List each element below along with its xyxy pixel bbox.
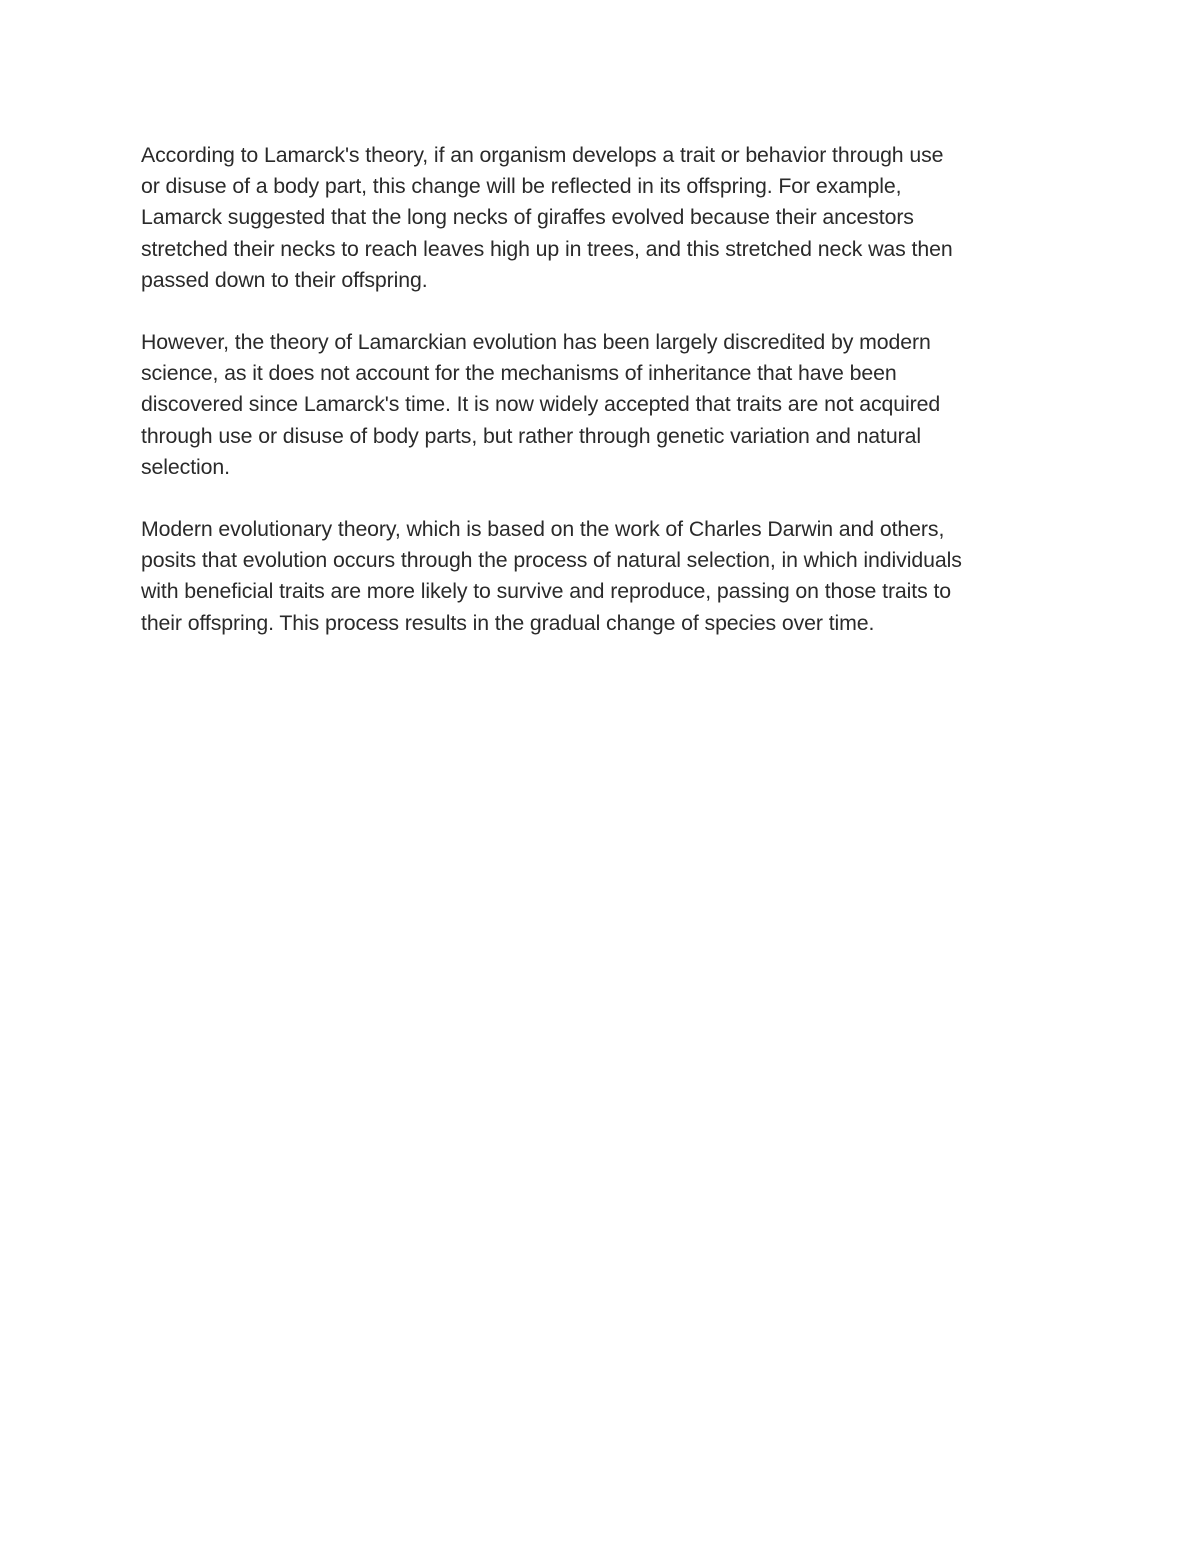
text-line: stretched their necks to reach leaves high up in trees, and this stretched neck was then: [141, 236, 953, 261]
text-line: discovered since Lamarck's time. It is now widely accepted that traits are not acquired: [141, 392, 941, 417]
text-line: Modern evolutionary theory, which is based on the work of Charles Darwin and others,: [141, 517, 945, 542]
text-line: Lamarck suggested that the long necks of giraffes evolved because their ancestors: [141, 205, 914, 230]
paragraph-lamarck-theory: [141, 140, 1071, 296]
paragraph-discredited: [141, 327, 1071, 483]
text-line: According to Lamarck's theory, if an organism develops a trait or behavior through use: [141, 143, 944, 167]
paragraph-modern-theory: [141, 514, 1071, 639]
text-line: However, the theory of Lamarckian evolution has been largely discredited by modern: [141, 330, 931, 355]
text-line: through use or disuse of body parts, but rather through genetic variation and natural: [141, 423, 921, 448]
text-line: their offspring. This process results in the gradual change of species over time.: [141, 610, 875, 635]
document-body: [141, 140, 1071, 670]
text-line: selection.: [141, 454, 230, 479]
text-line: science, as it does not account for the mechanisms of inheritance that have been: [141, 361, 897, 386]
text-line: with beneficial traits are more likely to survive and reproduce, passing on those traits to: [141, 579, 952, 604]
text-line: posits that evolution occurs through the process of natural selection, in which individuals: [141, 548, 962, 573]
text-line: or disuse of a body part, this change will be reflected in its offspring. For example,: [141, 174, 902, 199]
text-line: passed down to their offspring.: [141, 267, 428, 292]
